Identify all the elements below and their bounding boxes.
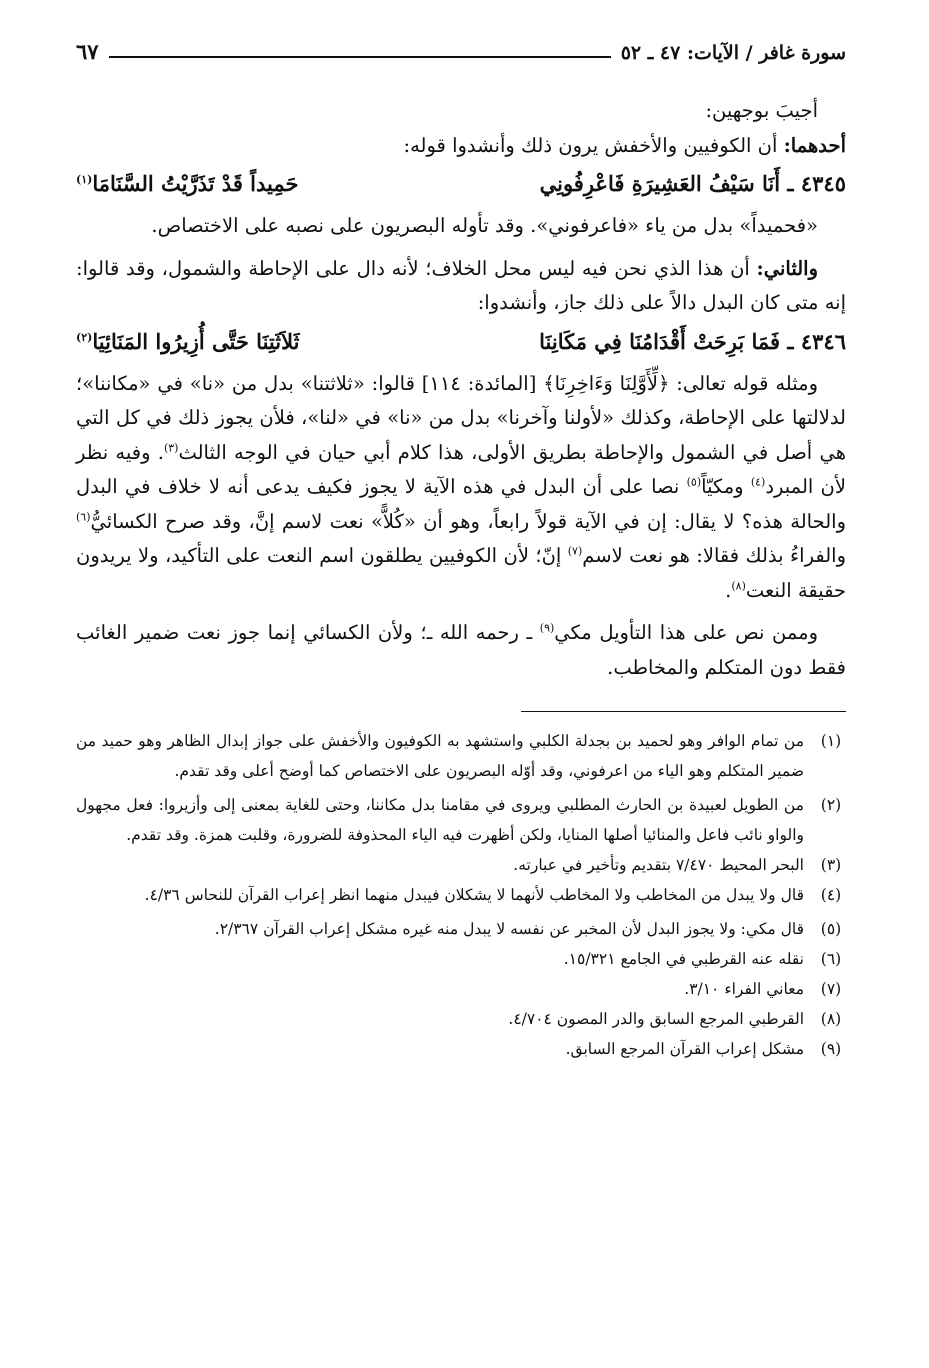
footnote-4: (٤) قال ولا يبدل من المخاطب ولا المخاطب لأنهما لا يشكلان فيبدل منهما انظر إعراب القرآن للنحاس ٤/٣٦. [144, 886, 842, 904]
footnote-ref-3: (٣) [163, 441, 179, 454]
verse-4345-first-half: ٤٣٤٥ ـ أَنَا سَيْفُ العَشِيرَةِ فَاعْرِفُونِي [539, 171, 846, 196]
footnote-ref-6: (٦) [76, 510, 91, 523]
verse-4345-second-half: حَمِيداً قَدْ تَذَرَّيْتُ السَّنَامَا$^{(١)}$ [76, 171, 299, 196]
footnote-ref-5: (٥) [686, 475, 702, 489]
paragraph-3: «فحميداً» بدل من ياء «فاعرفوني». وقد تأوله البصريون على نصبه على الاختصاص. [151, 214, 818, 237]
footnote-6: (٦) نقله عنه القرطبي في الجامع ١٥/٣٢١. [563, 950, 842, 968]
running-title: سورة غافر / الآيات: ٤٧ ـ ٥٢ [620, 42, 846, 64]
verse-4346-second-half: ثَلاَثَتِنَا حَتَّى أُزِيرُوا المَنَائِيَا$^{(٢)}$ [76, 328, 300, 354]
verse-4346 [76, 323, 846, 361]
footnote-ref-4: (٤) [750, 475, 766, 489]
verse-4346-first-half: ٤٣٤٦ ـ فَمَا بَرِحَتْ أَقْدَامُنَا فِي مَكَانِنَا [539, 328, 846, 354]
footnote-5: (٥) قال مكي: ولا يجوز البدل لأن المخبر عن نفسه لا يبدل منه غيره مشكل إعراب القرآن ٢/٣٦٧. [214, 920, 842, 938]
footnote-ref-7: (٧) [567, 544, 583, 558]
footnote-ref-2: (٢) [76, 330, 93, 344]
footnote-ref-1: (١) [76, 173, 93, 186]
paragraph-5: ومثله قوله تعالى: ﴿لِّأَوَّلِنَا وَءَاخِرِنَا﴾ [المائدة: ١١٤] قالوا: «ثلاثتنا» بدل من «نا» في «مكاننا»؛ لدلالتها على الإحاطة، وكذلك «لأولنا وآخرنا» بدل من «نا» في «لنا»، فلأن يجوز ذلك في كل التي هي أصل في الشمول والإحاطة بطريق الأولى، هذا كلام أبي حيان في الوجه الثالث$^{(٣)}$. وفيه نظر لأن المبرد$^{(٤)}$ ومكيّاً$^{(٥)}$ نصا على أن البدل في هذه الآية لا يجوز فكيف يدعى أنه لا خلاف في البدل والحالة هذه؟ لا يقال: إن في الآية قولاً رابعاً، وهو أن «كُلاًّ» نعت لاسم إنَّ، وقد صرح الكسائيُّ$^{(٦)}$ والفراءُ بذلك فقالا: هو نعت لاسم$^{(٧)}$ إنّ؛ لأن الكوفيين يطلقون اسم النعت على التأكيد، ولا يريدون حقيقة النعت$^{(٨)}$. [76, 371, 847, 602]
paragraph-2-lead: أحدهما: [783, 133, 846, 157]
paragraph-4 [76, 252, 846, 321]
page-number: ٦٧ [76, 39, 99, 64]
footnote-7: (٧) معاني الفراء ٣/١٠. [684, 980, 842, 998]
footnote-9: (٩) مشكل إعراب القرآن المرجع السابق. [565, 1040, 842, 1058]
footnote-ref-8: (٨) [731, 579, 746, 592]
footnote-ref-9: (٩) [539, 621, 555, 635]
footnote-2: (٢) من الطويل لعبيدة بن الحارث المطلبي ويروى في مقامنا بدل مكاننا، وحتى للغاية بمعنى إلى وأزيروا: فعل مجهول والواو نائب فاعل والمنائيا أصلها المنايا، ولكن أظهرت فيه الياء المحذوفة للضرورة، وقلبت همزة. وقد تقدم. [76, 796, 842, 844]
paragraph-2-text: أن الكوفيين والأخفش يرون ذلك وأنشدوا قوله: [403, 133, 784, 157]
paragraph-4-text: أن هذا الذي نحن فيه ليس محل الخلاف؛ لأنه دال على الإحاطة والشمول، وقد قالوا: إنه متى كان البدل دالاً على ذلك جاز، وأنشدوا: [76, 256, 846, 314]
header-rule [109, 56, 611, 58]
running-header [76, 30, 846, 64]
footnotes [76, 726, 846, 1064]
paragraph-2 [76, 129, 846, 164]
main-text [76, 94, 846, 685]
footnote-8: (٨) القرطبي المرجع السابق والدر المصون ٤/٧٠٤. [508, 1010, 842, 1028]
footnote-separator [521, 711, 846, 712]
page [76, 30, 846, 1064]
footnote-1: (١) من تمام الوافر وهو لحميد بن بجدلة الكلبي واستشهد به الكوفيون والأخفش على جواز إبدال الظاهر وهو حميد من ضمير المتكلم وهو الياء من اعرفوني، وقد أوّله البصريون على الاختصاص كما أوضح أعلى وقد تقدم. [76, 732, 842, 780]
footnote-3: (٣) البحر المحيط ٧/٤٧٠ بتقديم وتأخير في عبارته. [513, 856, 842, 874]
paragraph-4-lead: والثاني: [756, 256, 818, 280]
verse-4345 [76, 165, 846, 203]
paragraph-6: وممن نص على هذا التأويل مكي$^{(٩)}$ ـ رحمه الله ـ؛ ولأن الكسائي إنما جوز نعت ضمير الغائب فقط دون المتكلم والمخاطب. [76, 621, 846, 679]
paragraph-1: أجيبَ بوجهين: [705, 99, 818, 122]
